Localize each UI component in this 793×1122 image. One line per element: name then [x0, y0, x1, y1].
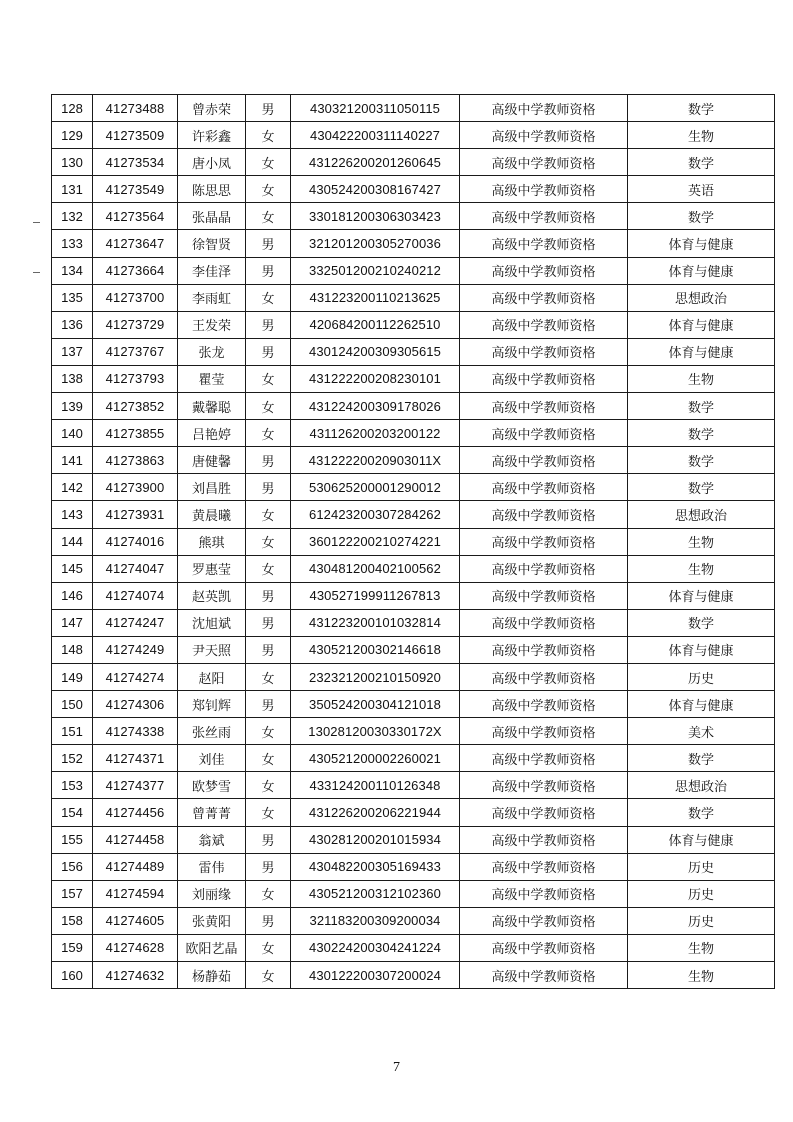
certificate-type-cell: 高级中学教师资格	[460, 745, 628, 772]
subject-cell: 生物	[628, 122, 775, 149]
id-card-number-cell: 430124200309305615	[291, 338, 460, 365]
candidate-id-cell: 41273647	[93, 230, 178, 257]
certificate-type-cell: 高级中学教师资格	[460, 474, 628, 501]
candidate-name-cell: 曾菁菁	[178, 799, 246, 826]
table-row	[52, 663, 775, 690]
table-row	[52, 95, 775, 122]
id-card-number-cell: 530625200001290012	[291, 474, 460, 501]
candidate-name-cell: 雷伟	[178, 853, 246, 880]
gender-cell: 女	[246, 528, 291, 555]
id-card-number-cell: 430482200305169433	[291, 853, 460, 880]
table-row	[52, 582, 775, 609]
subject-cell: 数学	[628, 149, 775, 176]
table-row	[52, 826, 775, 853]
table-row	[52, 799, 775, 826]
candidate-id-cell: 41273664	[93, 257, 178, 284]
id-card-number-cell: 430122200307200024	[291, 962, 460, 989]
subject-cell: 历史	[628, 880, 775, 907]
subject-cell: 生物	[628, 365, 775, 392]
certificate-type-cell: 高级中学教师资格	[460, 772, 628, 799]
table-row	[52, 691, 775, 718]
subject-cell: 体育与健康	[628, 691, 775, 718]
table-row	[52, 962, 775, 989]
certificate-type-cell: 高级中学教师资格	[460, 365, 628, 392]
certificate-type-cell: 高级中学教师资格	[460, 528, 628, 555]
candidate-name-cell: 张龙	[178, 338, 246, 365]
gender-cell: 男	[246, 95, 291, 122]
gender-cell: 男	[246, 257, 291, 284]
candidate-id-cell: 41273863	[93, 447, 178, 474]
row-number-cell: 156	[52, 853, 93, 880]
candidate-id-cell: 41273700	[93, 284, 178, 311]
row-number-cell: 141	[52, 447, 93, 474]
subject-cell: 数学	[628, 420, 775, 447]
gender-cell: 男	[246, 447, 291, 474]
subject-cell: 数学	[628, 95, 775, 122]
candidate-name-cell: 唐健馨	[178, 447, 246, 474]
row-number-cell: 154	[52, 799, 93, 826]
id-card-number-cell: 433124200110126348	[291, 772, 460, 799]
subject-cell: 体育与健康	[628, 230, 775, 257]
certificate-type-cell: 高级中学教师资格	[460, 555, 628, 582]
row-number-cell: 138	[52, 365, 93, 392]
subject-cell: 数学	[628, 799, 775, 826]
candidate-id-cell: 41274016	[93, 528, 178, 555]
candidate-id-cell: 41274306	[93, 691, 178, 718]
subject-cell: 体育与健康	[628, 636, 775, 663]
candidate-id-cell: 41273852	[93, 393, 178, 420]
candidate-id-cell: 41273729	[93, 311, 178, 338]
row-number-cell: 147	[52, 609, 93, 636]
candidate-id-cell: 41274377	[93, 772, 178, 799]
id-card-number-cell: 232321200210150920	[291, 663, 460, 690]
gender-cell: 男	[246, 338, 291, 365]
scan-mark	[33, 222, 40, 223]
certificate-type-cell: 高级中学教师资格	[460, 691, 628, 718]
candidate-id-cell: 41274047	[93, 555, 178, 582]
certificate-type-cell: 高级中学教师资格	[460, 122, 628, 149]
certificate-type-cell: 高级中学教师资格	[460, 149, 628, 176]
candidate-name-cell: 张晶晶	[178, 203, 246, 230]
table-row	[52, 284, 775, 311]
id-card-number-cell: 430521200002260021	[291, 745, 460, 772]
table-row	[52, 447, 775, 474]
table-row	[52, 528, 775, 555]
table-row	[52, 636, 775, 663]
table-row	[52, 555, 775, 582]
id-card-number-cell: 420684200112262510	[291, 311, 460, 338]
row-number-cell: 139	[52, 393, 93, 420]
certificate-type-cell: 高级中学教师资格	[460, 934, 628, 961]
candidate-id-cell: 41273534	[93, 149, 178, 176]
gender-cell: 女	[246, 745, 291, 772]
candidate-name-cell: 欧阳艺晶	[178, 934, 246, 961]
gender-cell: 男	[246, 474, 291, 501]
certificate-type-cell: 高级中学教师资格	[460, 501, 628, 528]
certificate-type-cell: 高级中学教师资格	[460, 663, 628, 690]
id-card-number-cell: 430521200302146618	[291, 636, 460, 663]
candidate-id-cell: 41274632	[93, 962, 178, 989]
id-card-number-cell: 430527199911267813	[291, 582, 460, 609]
candidate-name-cell: 陈思思	[178, 176, 246, 203]
candidate-name-cell: 尹天照	[178, 636, 246, 663]
subject-cell: 英语	[628, 176, 775, 203]
candidate-name-cell: 翁斌	[178, 826, 246, 853]
row-number-cell: 136	[52, 311, 93, 338]
id-card-number-cell: 431224200309178026	[291, 393, 460, 420]
gender-cell: 女	[246, 880, 291, 907]
candidate-name-cell: 黄晨曦	[178, 501, 246, 528]
candidate-name-cell: 赵英凯	[178, 582, 246, 609]
candidate-id-cell: 41273931	[93, 501, 178, 528]
row-number-cell: 146	[52, 582, 93, 609]
gender-cell: 女	[246, 203, 291, 230]
candidate-name-cell: 刘昌胜	[178, 474, 246, 501]
subject-cell: 体育与健康	[628, 311, 775, 338]
id-card-number-cell: 332501200210240212	[291, 257, 460, 284]
scan-mark	[33, 272, 40, 273]
candidate-id-cell: 41274594	[93, 880, 178, 907]
table-row	[52, 745, 775, 772]
candidate-table	[51, 94, 775, 989]
row-number-cell: 155	[52, 826, 93, 853]
certificate-type-cell: 高级中学教师资格	[460, 203, 628, 230]
row-number-cell: 151	[52, 718, 93, 745]
candidate-name-cell: 刘丽缘	[178, 880, 246, 907]
id-card-number-cell: 430524200308167427	[291, 176, 460, 203]
candidate-id-cell: 41274274	[93, 663, 178, 690]
candidate-id-cell: 41273509	[93, 122, 178, 149]
certificate-type-cell: 高级中学教师资格	[460, 284, 628, 311]
row-number-cell: 150	[52, 691, 93, 718]
gender-cell: 女	[246, 718, 291, 745]
row-number-cell: 157	[52, 880, 93, 907]
row-number-cell: 143	[52, 501, 93, 528]
gender-cell: 男	[246, 826, 291, 853]
table-row	[52, 230, 775, 257]
subject-cell: 数学	[628, 474, 775, 501]
row-number-cell: 132	[52, 203, 93, 230]
table-row	[52, 257, 775, 284]
gender-cell: 女	[246, 122, 291, 149]
gender-cell: 女	[246, 420, 291, 447]
gender-cell: 男	[246, 609, 291, 636]
row-number-cell: 131	[52, 176, 93, 203]
candidate-id-cell: 41273793	[93, 365, 178, 392]
candidate-name-cell: 曾赤荣	[178, 95, 246, 122]
candidate-name-cell: 瞿莹	[178, 365, 246, 392]
candidate-name-cell: 李雨虹	[178, 284, 246, 311]
gender-cell: 女	[246, 176, 291, 203]
table-row	[52, 176, 775, 203]
certificate-type-cell: 高级中学教师资格	[460, 853, 628, 880]
candidate-id-cell: 41274247	[93, 609, 178, 636]
table-row	[52, 203, 775, 230]
row-number-cell: 153	[52, 772, 93, 799]
subject-cell: 数学	[628, 393, 775, 420]
id-card-number-cell: 430321200311050115	[291, 95, 460, 122]
gender-cell: 男	[246, 311, 291, 338]
certificate-type-cell: 高级中学教师资格	[460, 311, 628, 338]
certificate-type-cell: 高级中学教师资格	[460, 582, 628, 609]
candidate-name-cell: 郑钊辉	[178, 691, 246, 718]
row-number-cell: 128	[52, 95, 93, 122]
candidate-id-cell: 41274628	[93, 934, 178, 961]
table-row	[52, 338, 775, 365]
candidate-id-cell: 41274249	[93, 636, 178, 663]
id-card-number-cell: 321201200305270036	[291, 230, 460, 257]
table-row	[52, 853, 775, 880]
row-number-cell: 135	[52, 284, 93, 311]
table-row	[52, 907, 775, 934]
table-row	[52, 609, 775, 636]
certificate-type-cell: 高级中学教师资格	[460, 609, 628, 636]
candidate-name-cell: 徐智贤	[178, 230, 246, 257]
gender-cell: 男	[246, 691, 291, 718]
row-number-cell: 159	[52, 934, 93, 961]
subject-cell: 体育与健康	[628, 582, 775, 609]
row-number-cell: 142	[52, 474, 93, 501]
gender-cell: 女	[246, 393, 291, 420]
certificate-type-cell: 高级中学教师资格	[460, 962, 628, 989]
subject-cell: 数学	[628, 203, 775, 230]
subject-cell: 体育与健康	[628, 338, 775, 365]
candidate-id-cell: 41274458	[93, 826, 178, 853]
certificate-type-cell: 高级中学教师资格	[460, 95, 628, 122]
subject-cell: 生物	[628, 934, 775, 961]
subject-cell: 历史	[628, 853, 775, 880]
candidate-id-cell: 41274371	[93, 745, 178, 772]
table-row	[52, 934, 775, 961]
candidate-id-cell: 41274605	[93, 907, 178, 934]
subject-cell: 数学	[628, 609, 775, 636]
row-number-cell: 137	[52, 338, 93, 365]
subject-cell: 思想政治	[628, 772, 775, 799]
candidate-name-cell: 欧梦雪	[178, 772, 246, 799]
table-row	[52, 393, 775, 420]
table-row	[52, 420, 775, 447]
candidate-name-cell: 杨静茹	[178, 962, 246, 989]
row-number-cell: 160	[52, 962, 93, 989]
row-number-cell: 134	[52, 257, 93, 284]
gender-cell: 女	[246, 555, 291, 582]
subject-cell: 历史	[628, 907, 775, 934]
id-card-number-cell: 431222200208230101	[291, 365, 460, 392]
candidate-name-cell: 赵阳	[178, 663, 246, 690]
gender-cell: 女	[246, 365, 291, 392]
candidate-id-cell: 41274489	[93, 853, 178, 880]
gender-cell: 女	[246, 149, 291, 176]
certificate-type-cell: 高级中学教师资格	[460, 257, 628, 284]
row-number-cell: 152	[52, 745, 93, 772]
certificate-type-cell: 高级中学教师资格	[460, 447, 628, 474]
candidate-id-cell: 41274338	[93, 718, 178, 745]
row-number-cell: 130	[52, 149, 93, 176]
candidate-id-cell: 41273767	[93, 338, 178, 365]
certificate-type-cell: 高级中学教师资格	[460, 176, 628, 203]
id-card-number-cell: 431226200206221944	[291, 799, 460, 826]
certificate-type-cell: 高级中学教师资格	[460, 420, 628, 447]
gender-cell: 女	[246, 772, 291, 799]
candidate-id-cell: 41273564	[93, 203, 178, 230]
id-card-number-cell: 43122220020903011X	[291, 447, 460, 474]
candidate-name-cell: 罗惠莹	[178, 555, 246, 582]
subject-cell: 思想政治	[628, 284, 775, 311]
candidate-name-cell: 李佳泽	[178, 257, 246, 284]
table-row	[52, 718, 775, 745]
candidate-id-cell: 41274456	[93, 799, 178, 826]
table-row	[52, 772, 775, 799]
gender-cell: 男	[246, 582, 291, 609]
row-number-cell: 133	[52, 230, 93, 257]
subject-cell: 历史	[628, 663, 775, 690]
row-number-cell: 145	[52, 555, 93, 582]
subject-cell: 数学	[628, 447, 775, 474]
table-row	[52, 311, 775, 338]
candidate-name-cell: 吕艳婷	[178, 420, 246, 447]
gender-cell: 女	[246, 934, 291, 961]
gender-cell: 女	[246, 799, 291, 826]
candidate-name-cell: 许彩鑫	[178, 122, 246, 149]
certificate-type-cell: 高级中学教师资格	[460, 907, 628, 934]
gender-cell: 女	[246, 962, 291, 989]
candidate-id-cell: 41274074	[93, 582, 178, 609]
id-card-number-cell: 430224200304241224	[291, 934, 460, 961]
subject-cell: 思想政治	[628, 501, 775, 528]
subject-cell: 美术	[628, 718, 775, 745]
certificate-type-cell: 高级中学教师资格	[460, 636, 628, 663]
gender-cell: 男	[246, 853, 291, 880]
table-row	[52, 880, 775, 907]
id-card-number-cell: 330181200306303423	[291, 203, 460, 230]
page-number: 7	[393, 1060, 400, 1075]
candidate-name-cell: 唐小凤	[178, 149, 246, 176]
subject-cell: 体育与健康	[628, 826, 775, 853]
certificate-type-cell: 高级中学教师资格	[460, 230, 628, 257]
subject-cell: 生物	[628, 528, 775, 555]
certificate-type-cell: 高级中学教师资格	[460, 799, 628, 826]
certificate-type-cell: 高级中学教师资格	[460, 338, 628, 365]
certificate-type-cell: 高级中学教师资格	[460, 826, 628, 853]
candidate-name-cell: 张黄阳	[178, 907, 246, 934]
row-number-cell: 158	[52, 907, 93, 934]
candidate-id-cell: 41273488	[93, 95, 178, 122]
id-card-number-cell: 612423200307284262	[291, 501, 460, 528]
id-card-number-cell: 431226200201260645	[291, 149, 460, 176]
id-card-number-cell: 430422200311140227	[291, 122, 460, 149]
table-row	[52, 122, 775, 149]
row-number-cell: 149	[52, 663, 93, 690]
row-number-cell: 140	[52, 420, 93, 447]
certificate-type-cell: 高级中学教师资格	[460, 880, 628, 907]
table-body	[52, 95, 775, 989]
id-card-number-cell: 13028120030330172X	[291, 718, 460, 745]
table-row	[52, 501, 775, 528]
gender-cell: 女	[246, 501, 291, 528]
certificate-type-cell: 高级中学教师资格	[460, 393, 628, 420]
id-card-number-cell: 430481200402100562	[291, 555, 460, 582]
candidate-name-cell: 戴馨聪	[178, 393, 246, 420]
candidate-id-cell: 41273855	[93, 420, 178, 447]
candidate-name-cell: 王发荣	[178, 311, 246, 338]
candidate-id-cell: 41273900	[93, 474, 178, 501]
id-card-number-cell: 321183200309200034	[291, 907, 460, 934]
candidate-name-cell: 沈旭斌	[178, 609, 246, 636]
candidate-name-cell: 熊琪	[178, 528, 246, 555]
subject-cell: 数学	[628, 745, 775, 772]
certificate-type-cell: 高级中学教师资格	[460, 718, 628, 745]
candidate-name-cell: 张丝雨	[178, 718, 246, 745]
id-card-number-cell: 350524200304121018	[291, 691, 460, 718]
subject-cell: 生物	[628, 962, 775, 989]
gender-cell: 女	[246, 663, 291, 690]
table-row	[52, 149, 775, 176]
id-card-number-cell: 430521200312102360	[291, 880, 460, 907]
subject-cell: 体育与健康	[628, 257, 775, 284]
id-card-number-cell: 431126200203200122	[291, 420, 460, 447]
table-row	[52, 365, 775, 392]
candidate-id-cell: 41273549	[93, 176, 178, 203]
row-number-cell: 144	[52, 528, 93, 555]
gender-cell: 男	[246, 907, 291, 934]
id-card-number-cell: 360122200210274221	[291, 528, 460, 555]
gender-cell: 男	[246, 636, 291, 663]
candidate-name-cell: 刘佳	[178, 745, 246, 772]
row-number-cell: 129	[52, 122, 93, 149]
gender-cell: 女	[246, 284, 291, 311]
id-card-number-cell: 430281200201015934	[291, 826, 460, 853]
row-number-cell: 148	[52, 636, 93, 663]
id-card-number-cell: 431223200110213625	[291, 284, 460, 311]
table-row	[52, 474, 775, 501]
id-card-number-cell: 431223200101032814	[291, 609, 460, 636]
subject-cell: 生物	[628, 555, 775, 582]
gender-cell: 男	[246, 230, 291, 257]
